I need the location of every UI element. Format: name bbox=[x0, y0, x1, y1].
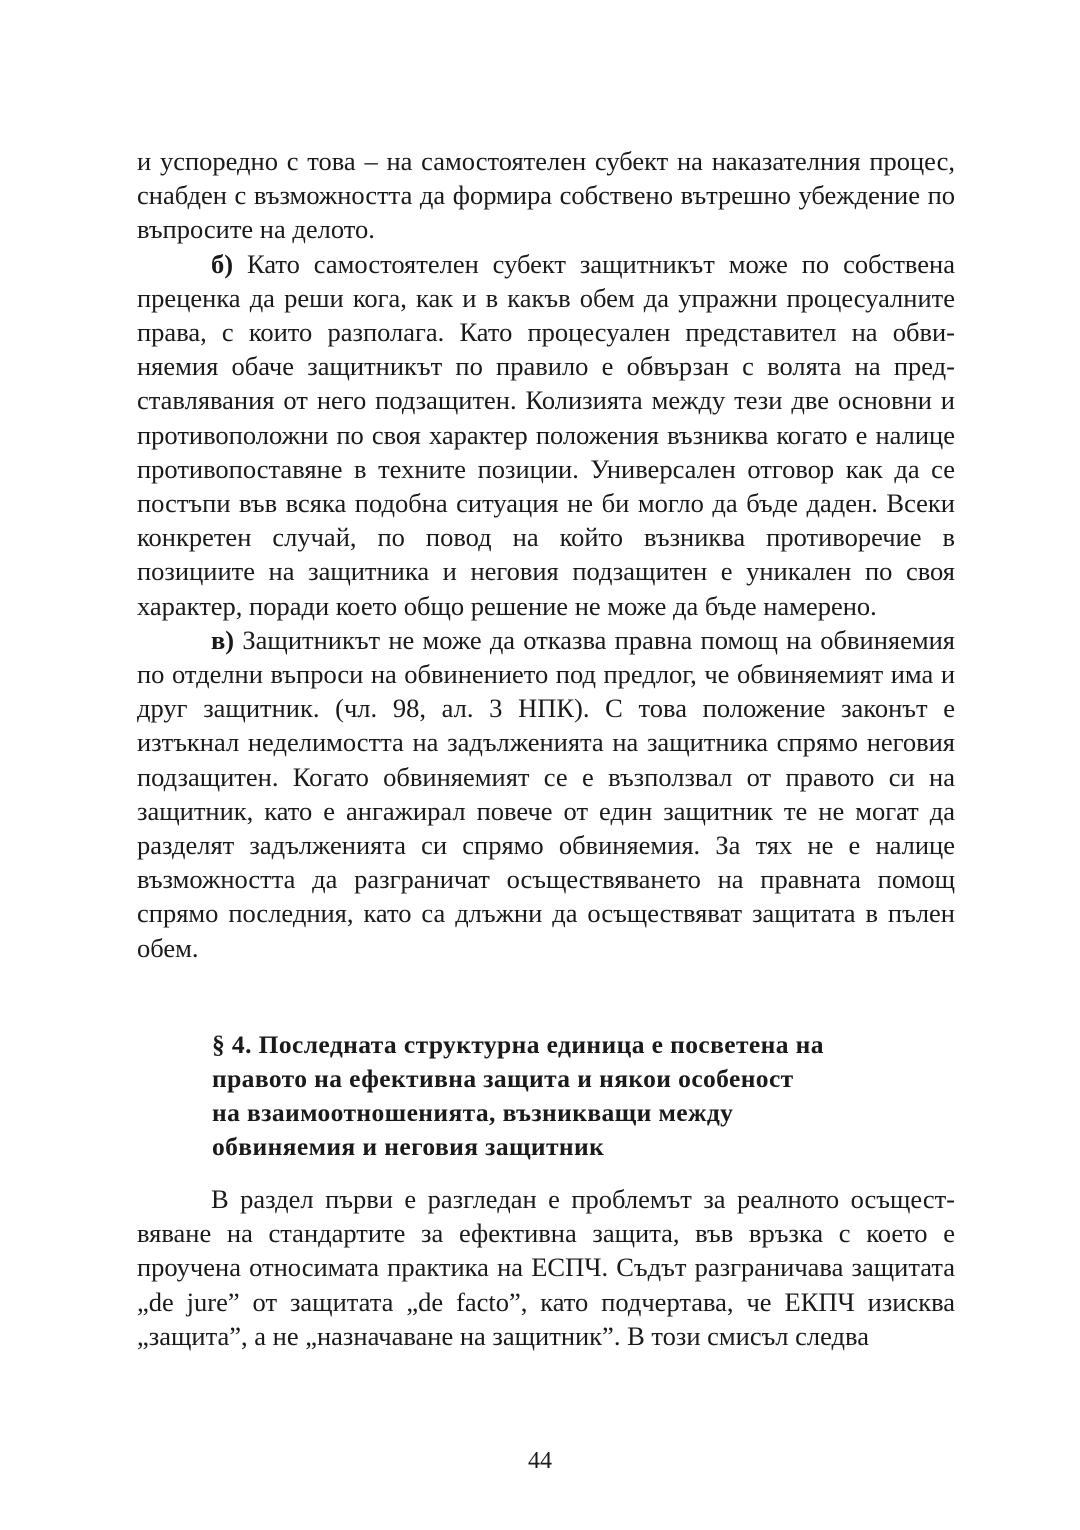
body-text-bottom bbox=[137, 1182, 955, 1353]
paragraph-section-4: В раздел първи е разгледан е проблемът за реалното осъществяване на стандартите за ефективна защита, във връзка с което е проучена относимата практика на ЕСПЧ. Съдът разграничава защитата „de jure” от защитата „de facto”, като подчертава, че ЕКПЧ изисква „защита”, а не „назначаване на защитник”. В този смисъл следва bbox=[137, 1184, 955, 1351]
paragraph-b bbox=[137, 247, 955, 623]
paragraph-v bbox=[137, 623, 955, 965]
paragraph-b-text: Като самостоятелен субект защитникът може по собствена преценка да реши кога, как и в какъв обем да упражни процесуалните права, с които разполага. Като процесуален представител на обвиняемия обаче защитникът по правило е обвързан с волята на представлявания от него подзащитен. Колизията между тези две основни и противоположни по своя характер положения възниква когато е налице противопоставяне в техните позиции. Универсален отговор как да се постъпи във всяка подобна ситуация не би могло да бъде даден. Всеки конкретен случай, по повод на който възниква противоречие в позициите на защитника и неговия подзащитен е уникален по своя характер, поради което общо решение не може да бъде намерено. bbox=[137, 248, 955, 621]
paragraph-b-marker: б) bbox=[211, 248, 234, 279]
section-heading-line-1: § 4. Последната структурна единица е посветена на bbox=[212, 1030, 824, 1059]
paragraph-v-text: Защитникът не може да отказва правна помощ на обвиняемия по отделни въпроси на обвинението под предлог, че обвиняемият има и друг защитник. (чл. 98, ал. 3 НПК). С това положение законът е изтъкнал неделимостта на задълженията на защитника спрямо неговия подзащитен. Когато обвиняемият се е възползвал от правото си на защитник, като е ангажирал повече от един защитник те не могат да разделят задълженията си спрямо обвиняемия. За тях не е налице възможността да разграничат осъществяването на правната помощ спрямо последния, като са длъжни да осъществяват защитата в пълен обем. bbox=[137, 624, 955, 963]
page-number: 44 bbox=[528, 1448, 552, 1474]
section-heading bbox=[212, 1028, 872, 1164]
paragraph-continuation: и успоредно с това – на самостоятелен субект на наказателния процес, снабден с възможността да формира собствено вътрешно убеждение по въпросите на делото. bbox=[137, 146, 955, 245]
paragraph-v-marker: в) bbox=[211, 624, 235, 655]
section-heading-line-3: на взаимоотношенията, възникващи между bbox=[212, 1098, 734, 1127]
section-heading-line-2: правото на ефективна защита и някои особеност bbox=[212, 1064, 794, 1093]
body-text-top bbox=[137, 144, 955, 965]
section-heading-line-4: обвиняемия и неговия защитник bbox=[212, 1132, 605, 1161]
